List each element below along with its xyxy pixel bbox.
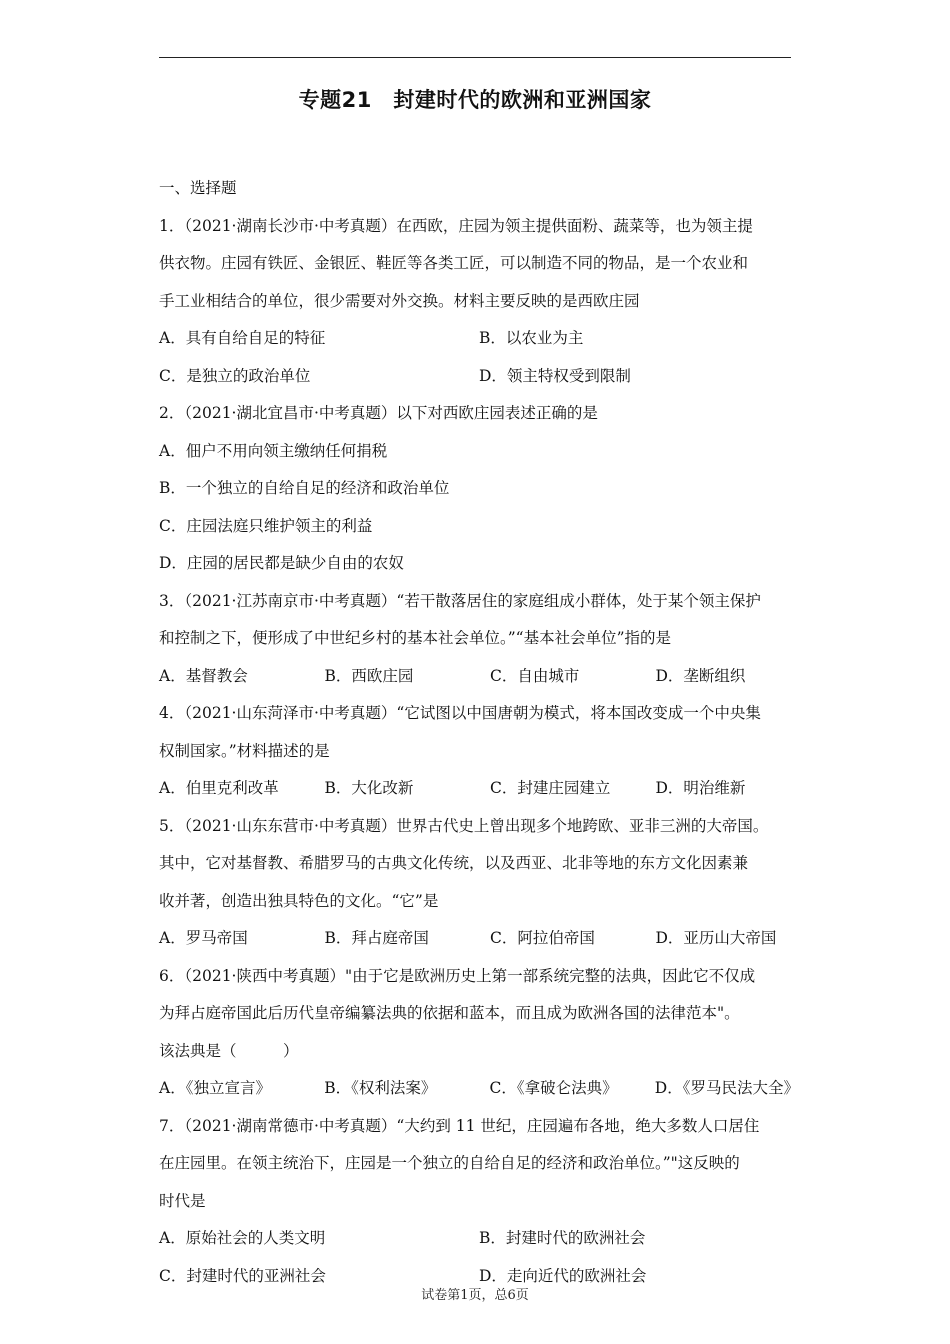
- question-5-option-c: C．阿拉伯帝国: [490, 929, 595, 947]
- question-5-line-1: 5．（2021·山东东营市·中考真题）世界古代史上曾出现多个地跨欧、亚非三洲的大帝国。: [159, 816, 769, 835]
- question-5-option-b: B．拜占庭帝国: [324, 929, 429, 947]
- question-1-options-row-2: [159, 358, 799, 396]
- question-1-options-row-1: [159, 320, 799, 358]
- question-2-line-1: 2．（2021·湖北宜昌市·中考真题）以下对西欧庄园表述正确的是: [159, 404, 598, 422]
- question-7-option-c: C．封建时代的亚洲社会: [159, 1266, 326, 1285]
- question-1-line-2: 供衣物。庄园有铁匠、金银匠、鞋匠等各类工匠，可以制造不同的物品，是一个农业和: [159, 254, 749, 272]
- page-footer: 试卷第1页，总6页: [421, 1288, 529, 1303]
- question-2-option-b: B．一个独立的自给自足的经济和政治单位: [159, 479, 450, 497]
- question-7-option-b: B．封建时代的欧洲社会: [479, 1229, 646, 1247]
- question-3-line-2: 和控制之下，便形成了中世纪乡村的基本社会单位。”“基本社会单位”指的是: [159, 629, 672, 647]
- question-1-option-a: A．具有自给自足的特征: [159, 329, 326, 347]
- question-content: [159, 170, 799, 1295]
- question-5-line-2: 其中，它对基督教、希腊罗马的古典文化传统，以及西亚、北非等地的东方文化因素兼: [159, 854, 749, 872]
- question-7-options-row-1: [159, 1220, 799, 1258]
- question-6-line-3: 该法典是（ ）: [159, 1041, 299, 1060]
- question-1-line-3: 手工业相结合的单位，很少需要对外交换。材料主要反映的是西欧庄园: [159, 291, 640, 310]
- question-2-option-d: D．庄园的居民都是缺少自由的农奴: [159, 554, 404, 572]
- question-4-option-a: A．伯里克利改革: [159, 779, 279, 797]
- question-4-line-2: 权制国家。”材料描述的是: [159, 741, 330, 760]
- question-1-line-1: 1．（2021·湖南长沙市·中考真题）在西欧，庄园为领主提供面粉、蔬菜等，也为领主提: [159, 216, 753, 235]
- question-6-line-2: 为拜占庭帝国此后历代皇帝编纂法典的依据和蓝本，而且成为欧洲各国的法律范本"。: [159, 1004, 740, 1022]
- question-5-options: [159, 920, 799, 958]
- question-7-option-a: A．原始社会的人类文明: [159, 1229, 326, 1247]
- question-3-line-1: 3．（2021·江苏南京市·中考真题）“若干散落居住的家庭组成小群体，处于某个领主保护: [159, 591, 761, 610]
- question-6-line-1: 6．（2021·陕西中考真题）"由于它是欧洲历史上第一部系统完整的法典，因此它不仅成: [159, 966, 756, 985]
- question-6-options: [159, 1070, 799, 1108]
- question-6-option-c: C．《拿破仑法典》: [489, 1079, 618, 1097]
- question-4-option-c: C．封建庄园建立: [490, 779, 611, 797]
- question-7-line-3: 时代是: [159, 1191, 206, 1210]
- question-2-option-a: A．佃户不用向领主缴纳任何捐税: [159, 441, 388, 460]
- question-6-option-d: D．《罗马民法大全》: [654, 1079, 799, 1097]
- question-4-option-b: B．大化改新: [324, 779, 414, 797]
- question-4-line-1: 4．（2021·山东菏泽市·中考真题）“它试图以中国唐朝为模式，将本国改变成一个中央集: [159, 704, 761, 722]
- top-rule: [159, 57, 791, 58]
- question-7-line-2: 在庄园里。在领主统治下，庄园是一个独立的自给自足的经济和政治单位。”"这反映的: [159, 1154, 740, 1172]
- question-7-option-d: D．走向近代的欧洲社会: [479, 1266, 647, 1285]
- question-4-option-d: D．明治维新: [655, 779, 746, 797]
- question-4-options: [159, 770, 799, 808]
- question-1-option-b: B．以农业为主: [479, 329, 584, 347]
- question-5-option-d: D．亚历山大帝国: [655, 929, 777, 947]
- section-heading: 一、选择题: [159, 179, 237, 197]
- question-2-option-c: C．庄园法庭只维护领主的利益: [159, 516, 373, 535]
- question-5-line-3: 收并著，创造出独具特色的文化。“它”是: [159, 891, 439, 910]
- question-3-option-a: A．基督教会: [159, 666, 248, 685]
- question-3-options: [159, 658, 799, 696]
- question-6-option-a: A．《独立宣言》: [159, 1079, 271, 1097]
- question-3-option-c: C．自由城市: [490, 666, 580, 685]
- page-title: 专题21 封建时代的欧洲和亚洲国家: [298, 88, 652, 112]
- question-3-option-d: D．垄断组织: [655, 666, 746, 685]
- question-3-option-b: B．西欧庄园: [324, 666, 414, 685]
- question-5-option-a: A．罗马帝国: [159, 929, 248, 947]
- question-1-option-c: C．是独立的政治单位: [159, 366, 311, 385]
- question-1-option-d: D．领主特权受到限制: [479, 366, 631, 385]
- question-7-line-1: 7．（2021·湖南常德市·中考真题）“大约到 11 世纪，庄园遍布各地，绝大多数人口居住: [159, 1116, 760, 1135]
- question-6-option-b: B．《权利法案》: [324, 1079, 437, 1097]
